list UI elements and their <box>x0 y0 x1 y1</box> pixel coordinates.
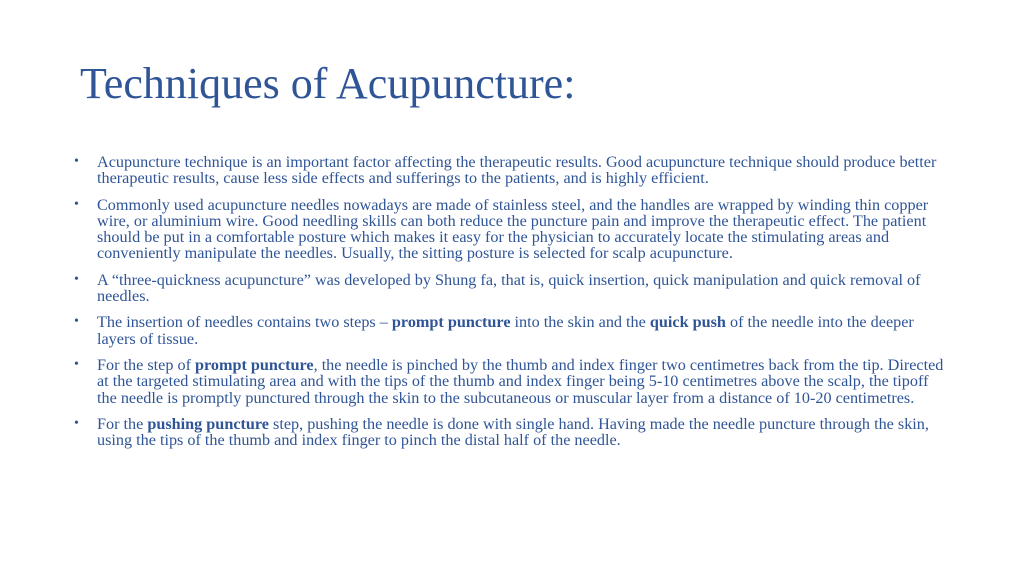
bullet-item <box>72 154 952 187</box>
bullet-bold-term: prompt puncture <box>391 313 511 332</box>
bullet-icon: • <box>74 314 79 330</box>
bullet-item <box>72 357 952 406</box>
bullet-item <box>72 272 952 305</box>
bullet-icon: • <box>74 356 79 372</box>
bullet-text: Acupuncture technique is an important factor affecting the therapeutic results. Good acupuncture technique should produce better therapeutic results, cause less side effects and sufferings to the patients, and is highly efficient. <box>97 153 937 188</box>
bullet-text: The insertion of needles contains two steps – <box>97 313 392 332</box>
bullet-text: into the skin and the <box>510 313 650 332</box>
bullet-item <box>72 416 952 449</box>
bullet-icon: • <box>74 271 79 287</box>
bullet-bold-term: pushing puncture <box>147 414 269 433</box>
bullet-text: Commonly used acupuncture needles nowadays are made of stainless steel, and the handles are wrapped by winding thin copper wire, or aluminium wire. Good needling skills can both reduce the puncture pain and improve the therapeutic effect. The patient should be put in a comfortable posture which makes it easy for the physician to accurately locate the stimulating areas and conveniently manipulate the needles. Usually, the sitting posture is selected for scalp acupuncture. <box>97 195 929 263</box>
bullet-list <box>72 154 952 458</box>
bullet-text: step, pushing the needle is done with single hand. Having made the needle puncture through the skin, using the tips of the thumb and index finger to pinch the distal half of the needle. <box>97 414 929 450</box>
bullet-text: , the needle is pinched by the thumb and index finger two centimetres back from the tip. Directed at the targeted stimulating area and with the tips of the thumb and index finger being 5-10 centimetres above the scalp, the tipoff the needle is promptly punctured through the skin to the subcutaneous or muscular layer from a distance of 10-20 centimetres. <box>97 355 944 407</box>
bullet-text: of the needle into the deeper layers of tissue. <box>97 313 914 348</box>
bullet-bold-term: quick push <box>649 313 726 332</box>
bullet-bold-term: prompt puncture <box>195 355 314 374</box>
bullet-item <box>72 314 952 347</box>
bullet-icon: • <box>74 196 79 212</box>
bullet-item <box>72 197 952 262</box>
bullet-text: For the step of <box>97 355 196 374</box>
bullet-icon: • <box>74 154 79 169</box>
bullet-text: A “three-quickness acupuncture” was developed by Shung fa, that is, quick insertion, quick manipulation and quick removal of needles. <box>97 270 921 306</box>
bullet-icon: • <box>74 415 79 431</box>
slide-title: Techniques of Acupuncture: <box>80 59 576 108</box>
bullet-text: For the <box>97 414 148 433</box>
